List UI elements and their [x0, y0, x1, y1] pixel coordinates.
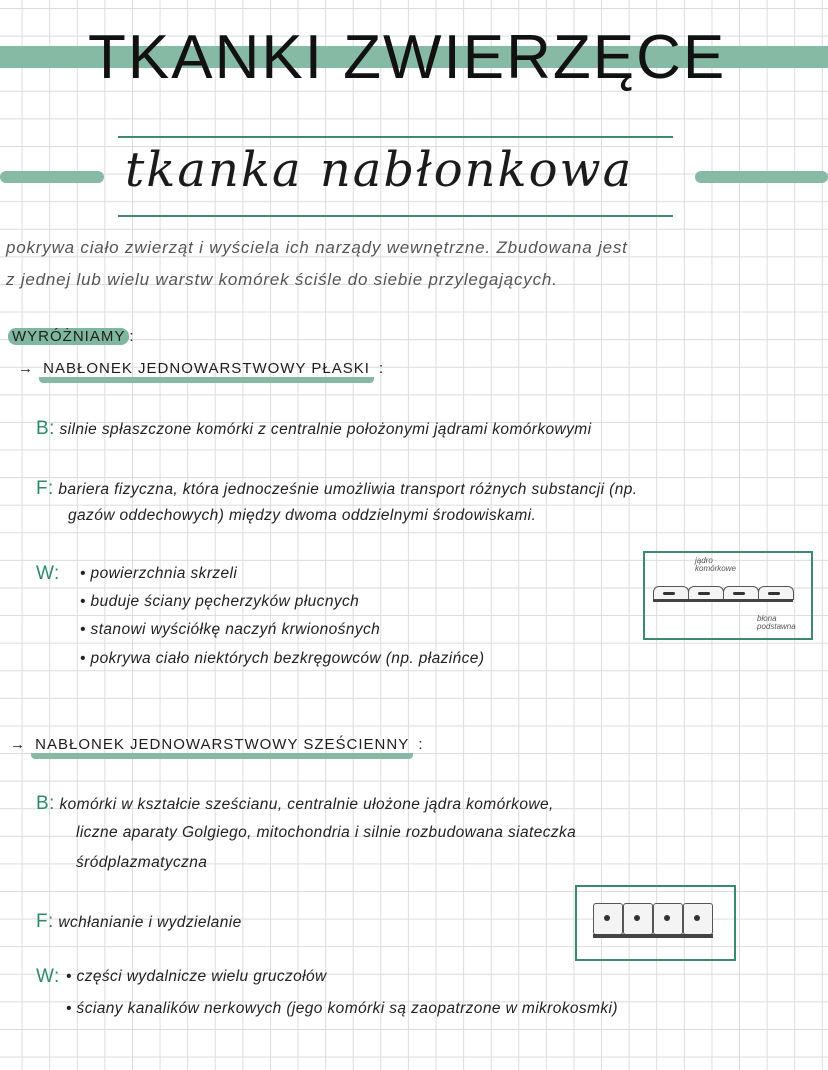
subtitle-bar-left	[0, 171, 104, 183]
function-text: bariera fizyczna, która jednocześnie umożliwia transport różnych substancji (np.	[58, 481, 638, 498]
cuboidal-diagram	[575, 885, 736, 961]
structure-text: silnie spłaszczone komórki z centralnie położonymi jądrami komórkowymi	[59, 421, 592, 438]
section-heading: → NABŁONEK JEDNOWARSTWOWY SZEŚCIENNY :	[10, 736, 424, 753]
page-title: TKANKI ZWIERZĘCE	[88, 23, 727, 92]
label-f: F:	[36, 478, 54, 499]
occurrence-item: • buduje ściany pęcherzyków płucnych	[80, 593, 360, 610]
label-b: B:	[36, 793, 55, 814]
basement-membrane-label: błona podstawna	[757, 614, 796, 631]
section-subtitle: tkanka nabłonkowa	[125, 142, 634, 198]
occurrence-item: • ściany kanalików nerkowych (jego komórki są zaopatrzone w mikrokosmki)	[66, 1000, 618, 1017]
label-w: W:	[36, 966, 60, 987]
section-heading-text: NABŁONEK JEDNOWARSTWOWY PŁASKI	[39, 360, 374, 383]
distinguish-heading: WYRÓŻNIAMY :	[8, 328, 135, 345]
structure-line	[36, 793, 554, 815]
section-heading-text: NABŁONEK JEDNOWARSTWOWY SZEŚCIENNY	[31, 736, 413, 759]
divider	[118, 136, 673, 138]
intro-line: z jednej lub wielu warstw komórek ściśle do siebie przylegających.	[6, 270, 558, 289]
structure-text: liczne aparaty Golgiego, mitochondria i silnie rozbudowana siateczka	[76, 824, 577, 841]
label-w: W:	[36, 563, 60, 584]
function-line	[36, 911, 242, 933]
occurrence-item: • części wydalnicze wielu gruczołów	[66, 968, 327, 985]
squamous-diagram	[643, 551, 813, 640]
structure-line	[36, 418, 591, 440]
function-line	[36, 478, 637, 500]
subtitle-bar-right	[695, 171, 828, 183]
nucleus-label: jądro komórkowe	[695, 556, 736, 573]
occurrence-item: • powierzchnia skrzeli	[80, 565, 238, 582]
occurrence-label	[36, 563, 60, 585]
structure-text: śródplazmatyczna	[76, 854, 208, 871]
label-f: F:	[36, 911, 54, 932]
structure-text: komórki w kształcie sześcianu, centralnie ułożone jądra komórkowe,	[59, 796, 554, 813]
distinguish-label: WYRÓŻNIAMY	[8, 328, 129, 345]
occurrence-item: • stanowi wyściółkę naczyń krwionośnych	[80, 621, 381, 638]
function-text: gazów oddechowych) między dwoma oddzielnymi środowiskami.	[68, 507, 537, 524]
function-text: wchłanianie i wydzielanie	[58, 914, 242, 931]
divider	[118, 215, 673, 217]
label-b: B:	[36, 418, 55, 439]
section-heading: → NABŁONEK JEDNOWARSTWOWY PŁASKI :	[18, 360, 384, 377]
occurrence-label	[36, 966, 60, 988]
occurrence-item: • pokrywa ciało niektórych bezkręgowców (np. płazińce)	[80, 650, 485, 667]
intro-line: pokrywa ciało zwierząt i wyściela ich narządy wewnętrzne. Zbudowana jest	[6, 238, 628, 257]
